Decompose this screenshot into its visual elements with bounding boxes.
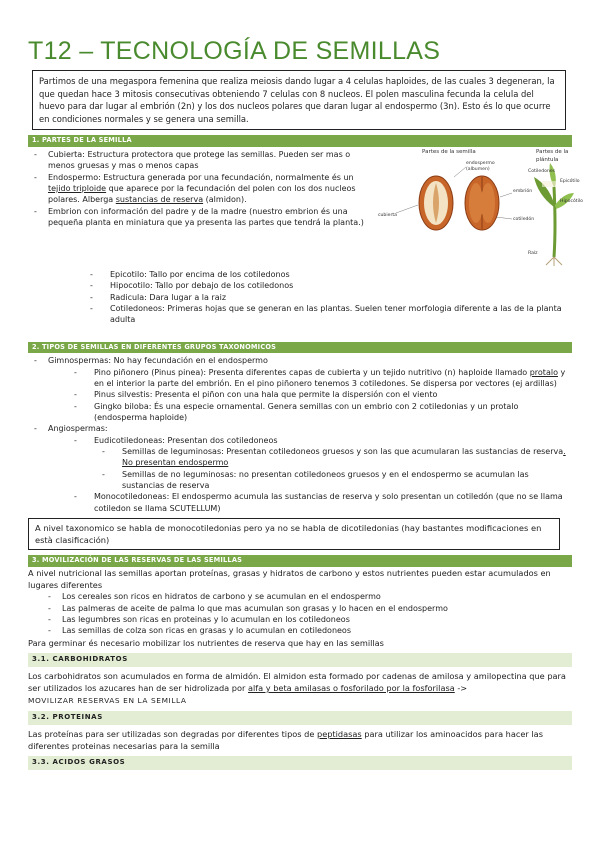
list-item: - Las palmeras de aceite de palma lo que mas acumulan son grasas y lo hacen en el endospermo — [42, 603, 572, 614]
list-item: - Semillas de no leguminosas: no presentan cotiledoneos gruesos y en el endospermo se acumulan las sustancias de reserva — [98, 469, 572, 492]
carbohidratos-text: Los carbohidratos son acumulados en forma de almidón. El almidon esta formado por cadenas de amilosa y amilopectina que para ser utilizados los azucares han de ser hidrolizada por alfa y beta amilasas o fosforilado por la fosforilasa -> MOVILIZAR RESERVAS EN LA SEMILLA — [28, 670, 566, 706]
list-item: - Gimnospermas: No hay fecundación en el endospermo - Pino piñonero (Pinus pinea): Presenta diferentes capas de cubierta y un tejido nutritivo (n) haploide llamado protalo y en el interior la parte del embrión. En el pino piñonero tenemos 3 cotiledones. Se dispersa por vectores (ej ardillas) - Pinus silvestis: Presenta el piñon con una hala que permite la dispersión con el viento - Gingko biloba: És una especie ornamental. Genera semillas con un embrio con 2 cotiledonias y un protalo (endosperma haploide) — [28, 355, 572, 423]
taxonomy-note: A nivel taxonomico se habla de monocotiledonias pero ya no se habla de dicotiledonias (hay bastantes modificaciones en està clasificación) — [28, 518, 560, 550]
proteinas-text: Las proteínas para ser utilizadas son degradas por diferentes tipos de peptidasas para utilizar los aminoacidos para hacer las diferentes proteinas necesarias para la semilla — [28, 728, 543, 751]
partes-text — [28, 149, 368, 229]
page-title: T12 – TECNOLOGÍA DE SEMILLAS — [28, 37, 441, 65]
movilizacion-list — [42, 591, 572, 636]
section-header-movilizacion: 3. MOVILIZACIÓN DE LAS RESERVAS DE LAS SEMILLAS — [28, 555, 572, 566]
list-item: - Angiospermas: - Eudicotiledoneas: Presentan dos cotiledoneos - Semillas de leguminosas: Presentan cotiledoneos gruesos y son las que acumularan las sustancias de reserva. No presentan endospermo - Semillas de no leguminosas: no presentan cotiledoneos gruesos y en el endospermo se acumulan las sustancias de reserva - Monocotiledoneas: El endospermo acumula las sustancias de reserva y solo presentan un cotiledón (que no se llama cotiledon se llama SCUTELLUM) — [28, 423, 572, 514]
angio-list — [70, 435, 572, 515]
list-item: - Pino piñonero (Pinus pinea): Presenta diferentes capas de cubierta y un tejido nutritivo (n) haploide llamado protalo y en el interior la parte del embrión. En el pino piñonero tenemos 3 cotiledones. Se dispersa por vectores (ej ardillas) — [70, 367, 572, 390]
list-item: - Los cereales son ricos en hidratos de carbono y se acumulan en el endospermo — [42, 591, 572, 602]
list-item: - Gingko biloba: És una especie ornamental. Genera semillas con un embrio con 2 cotiledonias y un protalo (endosperma haploide) — [70, 401, 572, 424]
figure-caption-right: Partes de la plántula — [536, 148, 569, 163]
list-item: - Embrion con información del padre y de la madre (nuestro embrion és una pequeña planta en miniatura que ya presenta las partes que tendrá la planta.) — [28, 206, 368, 229]
list-item: - Hipocotilo: Tallo por debajo de los cotiledonos — [86, 280, 586, 291]
section-header-partes: 1. PARTES DE LA SEMILLA — [28, 135, 572, 146]
section-header-tipos: 2. TIPOS DE SEMILLAS EN DIFERENTES GRUPOS TAXONOMICOS — [28, 342, 572, 353]
section-partes — [28, 147, 583, 337]
tipos-list — [28, 355, 572, 514]
list-item: - Epicotilo: Tallo por encima de los cotiledonos — [86, 269, 586, 280]
intro-text: Partimos de una megaspora femenina que realiza meiosis dando lugar a 4 celulas haploides, de las cuales 3 degeneran, la que quedan hace 3 mitosis consecutivas obteniendo 7 celulas con 8 nucleos. El polen masculina fecunda la celula del huevo para dar lugar al embrión (2n) y los dos nucleos polares que daran lugar al endospermo (3n). Esto és lo que ocurre en condiciones normales y se genera una semilla. — [39, 76, 555, 124]
list-item: - Pinus silvestis: Presenta el piñon con una hala que permite la dispersión con el viento — [70, 389, 572, 400]
list-item: - Semillas de leguminosas: Presentan cotiledoneos gruesos y son las que acumularan las sustancias de reserva. No presentan endospermo — [98, 446, 572, 469]
gimno-list — [70, 367, 572, 424]
list-item: - Las semillas de colza son ricas en grasas y lo acumulan en cotiledoneos — [42, 625, 572, 636]
list-item: - Monocotiledoneas: El endospermo acumula las sustancias de reserva y solo presentan un cotiledón (que no se llama cotiledon se llama SCUTELLUM) — [70, 491, 572, 514]
seed-figure: Partes de la semilla Partes de la plántula endospermo (albumen) embrión cotiledón cubierta Cotiledones Epicótilo Hipocótilo Raíz — [378, 147, 578, 267]
subsection-header-acidos-grasos: 3.3. ACIDOS GRASOS — [28, 756, 572, 770]
embrion-parts-list — [86, 269, 586, 326]
list-item: - Las legumbres son ricas en proteinas y lo acumulan en los cotiledoneos — [42, 614, 572, 625]
intro-box — [32, 70, 566, 130]
list-item: - Eudicotiledoneas: Presentan dos cotiledoneos - Semillas de leguminosas: Presentan cotiledoneos gruesos y son las que acumularan las sustancias de reserva. No presentan endospermo - Semillas de no leguminosas: no presentan cotiledoneos gruesos y en el endospermo se acumulan las sustancias de reserva — [70, 435, 572, 492]
partes-list — [28, 149, 368, 229]
list-item: - Cubierta: Estructura protectora que protege las semillas. Pueden ser mas o menos gruesas y mas o menos capas — [28, 149, 368, 172]
movilizacion-outro: Para germinar és necesario mobilizar los nutrientes de reserva que hay en las semillas — [28, 637, 384, 648]
subsection-header-carbohidratos: 3.1. CARBOHIDRATOS — [28, 653, 572, 667]
list-item: - Cotiledoneos: Primeras hojas que se generan en las plantas. Suelen tener morfologia diferente a las de la planta adulta — [86, 303, 586, 326]
subsection-header-proteinas: 3.2. PROTEINAS — [28, 711, 572, 725]
eudi-list — [98, 446, 572, 491]
figure-caption-left: Partes de la semilla — [422, 148, 476, 155]
list-item: - Endospermo: Estructura generada por una fecundación, normalmente és un tejido triploide que aparece por la fecundación del polen con los dos nucleos polares. Alberga sustancias de reserva (almidon). — [28, 172, 368, 206]
list-item: - Radicula: Dara lugar a la raiz — [86, 292, 586, 303]
movilizacion-intro: A nivel nutricional las semillas aportan proteínas, grasas y hidratos de carbono y estos nutrientes pueden estar acumulados en lugares diferentes — [28, 567, 551, 590]
